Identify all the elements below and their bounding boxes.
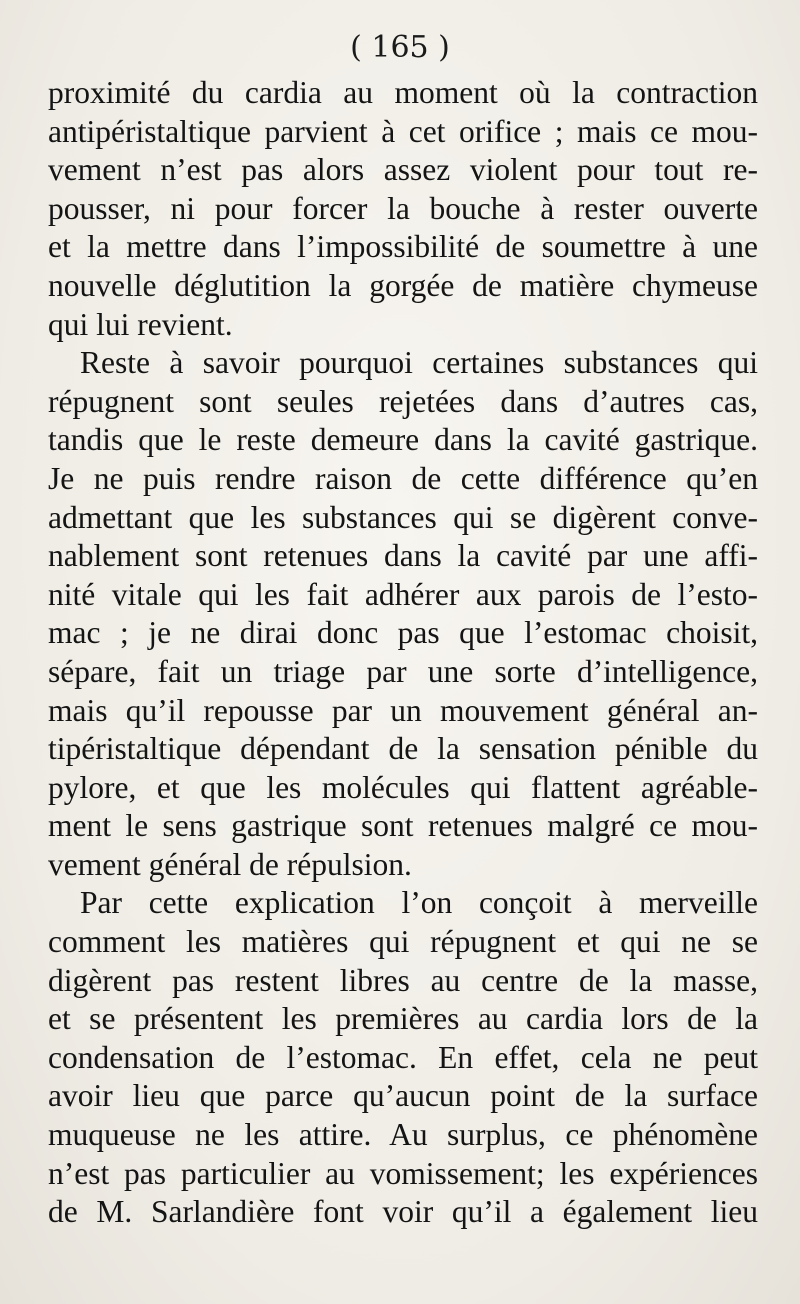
text-line: ment le sens gastrique sont retenues malgré ce mou- <box>48 808 758 844</box>
text-line: antipéristaltique parvient à cet orifice ; mais ce mou- <box>48 113 758 149</box>
text-line: pousser, ni pour forcer la bouche à rester ouverte <box>48 190 758 226</box>
text-line: mais qu’il repousse par un mouvement général an- <box>48 692 758 728</box>
paragraph-1 <box>48 74 758 344</box>
text-line: n’est pas particulier au vomissement; les expériences <box>48 1155 758 1191</box>
text-line: tipéristaltique dépendant de la sensation pénible du <box>48 731 758 767</box>
text-line: qui lui revient. <box>48 306 233 342</box>
text-line: Reste à savoir pourquoi certaines substances qui <box>80 345 758 381</box>
text-line: comment les matières qui répugnent et qui ne se <box>48 924 758 960</box>
text-line: admettant que les substances qui se digèrent conve- <box>48 499 758 535</box>
text-line: répugnent sont seules rejetées dans d’autres cas, <box>48 383 758 419</box>
text-line: sépare, fait un triage par une sorte d’intelligence, <box>48 653 758 689</box>
page-number: ( 165 ) <box>350 30 450 65</box>
paragraph-3 <box>48 884 758 1231</box>
text-line: tandis que le reste demeure dans la cavité gastrique. <box>48 422 758 458</box>
text-line: et la mettre dans l’impossibilité de soumettre à une <box>48 229 758 265</box>
text-line: de M. Sarlandière font voir qu’il a également lieu <box>48 1194 758 1230</box>
text-line: pylore, et que les molécules qui flattent agréable- <box>48 769 758 805</box>
text-line: vement général de répulsion. <box>48 846 412 882</box>
text-line: nablement sont retenues dans la cavité par une affi- <box>48 538 758 574</box>
text-line: et se présentent les premières au cardia lors de la <box>48 1001 758 1037</box>
text-line: muqueuse ne les attire. Au surplus, ce phénomène <box>48 1117 758 1153</box>
text-line: Je ne puis rendre raison de cette différence qu’en <box>48 460 758 496</box>
text-line: Par cette explication l’on conçoit à merveille <box>80 885 758 921</box>
text-line: digèrent pas restent libres au centre de la masse, <box>48 962 758 998</box>
text-line: vement n’est pas alors assez violent pour tout re- <box>48 152 758 188</box>
text-line: condensation de l’estomac. En effet, cela ne peut <box>48 1039 758 1075</box>
text-line: nité vitale qui les fait adhérer aux parois de l’esto- <box>48 576 758 612</box>
text-line: proximité du cardia au moment où la contraction <box>48 75 758 110</box>
text-line: avoir lieu que parce qu’aucun point de la surface <box>48 1078 758 1114</box>
text-line: mac ; je ne dirai donc pas que l’estomac choisit, <box>48 615 758 651</box>
text-line: nouvelle déglutition la gorgée de matière chymeuse <box>48 267 758 303</box>
body-text <box>48 74 758 1232</box>
paragraph-2 <box>48 344 758 884</box>
